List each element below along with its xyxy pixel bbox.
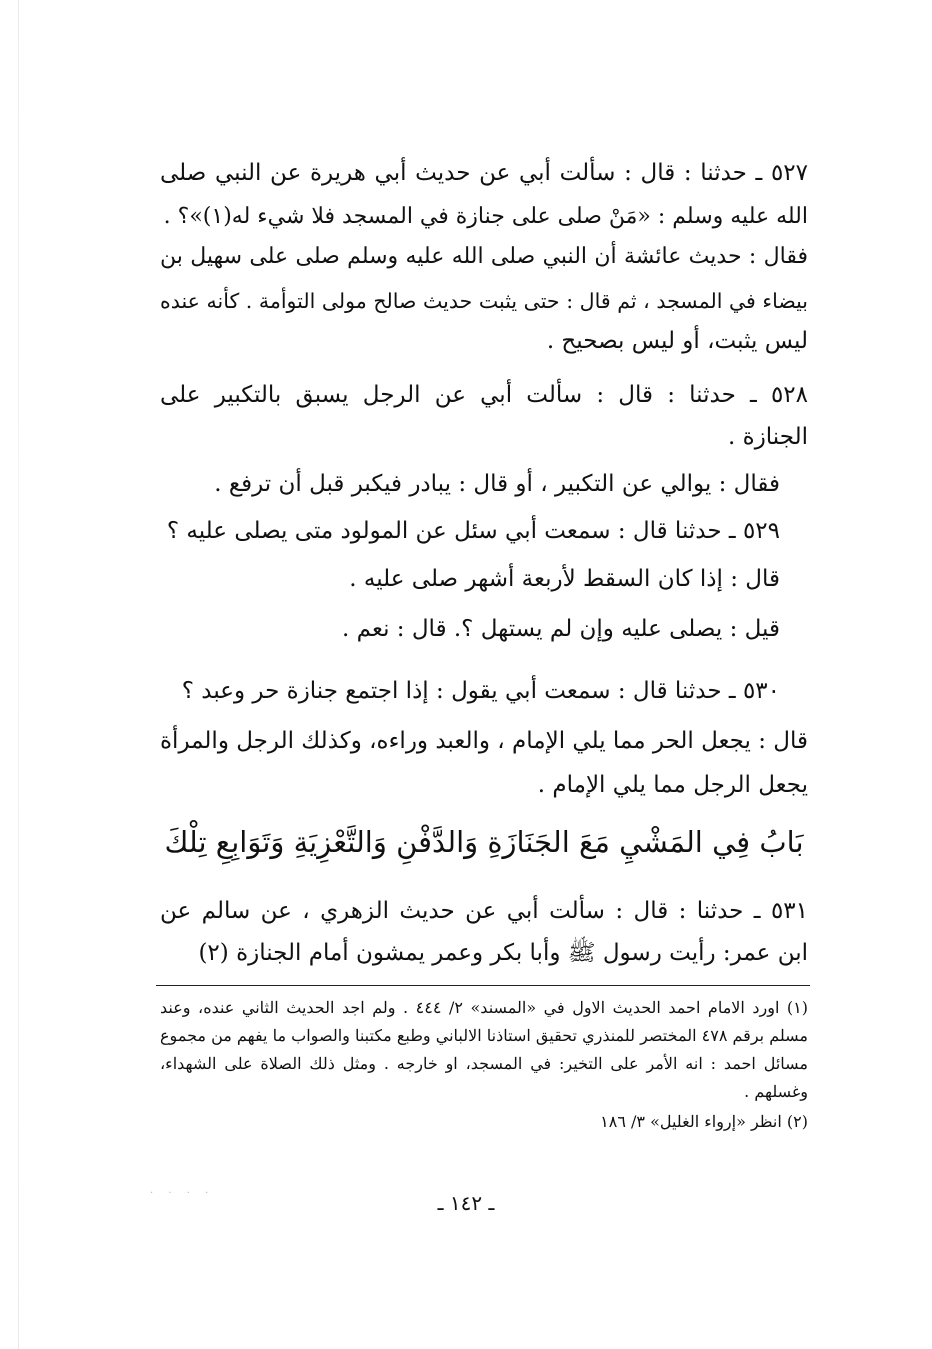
entry-529-line-3: قيل : يصلى عليه وإن لم يستهل ؟. قال : نعم .: [342, 616, 780, 642]
scan-specks: · · · ·: [150, 1188, 215, 1199]
footnote-1-line-3: مسائل احمد : انه الأمر على التخير: في المسجد، او خارجه . ومثل ذلك الصلاة على الشهداء،: [160, 1054, 808, 1073]
footnote-separator: [156, 985, 810, 986]
entry-527-line-3: فقال : حديث عائشة أن النبي صلى الله عليه وسلم صلى على سهيل بن: [160, 244, 808, 269]
footnote-1-line-4: وغسلهم .: [744, 1082, 808, 1101]
chapter-heading: بَابُ فِي المَشْيِ مَعَ الجَنَازَةِ وَالدَّفْنِ وَالتَّعْزِيَةِ وَتَوَابِعِ تِلْكَ: [164, 825, 804, 859]
page-number: ـ ١٤٢ ـ: [437, 1191, 495, 1215]
scan-margin-line: [18, 0, 19, 1349]
entry-527-line-1: ٥٢٧ ـ حدثنا : قال : سألت أبي عن حديث أبي هريرة عن النبي صلى: [160, 160, 808, 186]
entry-530-line-1: ٥٣٠ ـ حدثنا قال : سمعت أبي يقول : إذا اجتمع جنازة حر وعبد ؟: [181, 678, 780, 704]
footnote-1-line-2: مسلم برقم ٤٧٨ المختصر للمنذري تحقيق استاذنا الالباني وطبع مكتبنا والصواب ما يفهم من مجموع: [160, 1026, 808, 1045]
footnote-1-line-1: (١) اورد الامام احمد الحديث الاول في «المسند» ٢/ ٤٤٤ . ولم اجد الحديث الثاني عنده، وعند: [160, 998, 809, 1017]
entry-531-line-1: ٥٣١ ـ حدثنا : قال : سألت أبي عن حديث الزهري ، عن سالم عن: [160, 898, 808, 924]
footnote-2: (٢) انظر «إرواء الغليل» ٣/ ١٨٦: [600, 1112, 808, 1131]
entry-530-line-3: يجعل الرجل مما يلي الإمام .: [537, 772, 808, 798]
entry-529-line-1: ٥٢٩ ـ حدثنا قال : سمعت أبي سئل عن المولود متى يصلى عليه ؟: [166, 518, 780, 544]
entry-528-line-3: فقال : يوالي عن التكبير ، أو قال : يبادر فيكبر قبل أن ترفع .: [214, 471, 780, 497]
entry-527-line-5: ليس يثبت، أو ليس بصحيح .: [546, 328, 808, 354]
entry-530-line-2: قال : يجعل الحر مما يلي الإمام ، والعبد وراءه، وكذلك الرجل والمرأة: [160, 728, 808, 754]
entry-531-line-2: ابن عمر: رأيت رسول ﷺ وأبا بكر وعمر يمشون أمام الجنازة (٢): [198, 940, 808, 966]
entry-528-line-1: ٥٢٨ ـ حدثنا : قال : سألت أبي عن الرجل يسبق بالتكبير على: [160, 382, 808, 408]
entry-527-line-4: بيضاء في المسجد ، ثم قال : حتى يثبت حديث صالح مولى التوأمة . كأنه عنده: [160, 289, 808, 313]
entry-528-line-2: الجنازة .: [728, 424, 808, 450]
entry-529-line-2: قال : إذا كان السقط لأربعة أشهر صلى عليه .: [349, 566, 780, 592]
entry-527-line-2: الله عليه وسلم : «مَنْ صلى على جنازة في المسجد فلا شيء له(١)»؟ .: [163, 204, 808, 229]
